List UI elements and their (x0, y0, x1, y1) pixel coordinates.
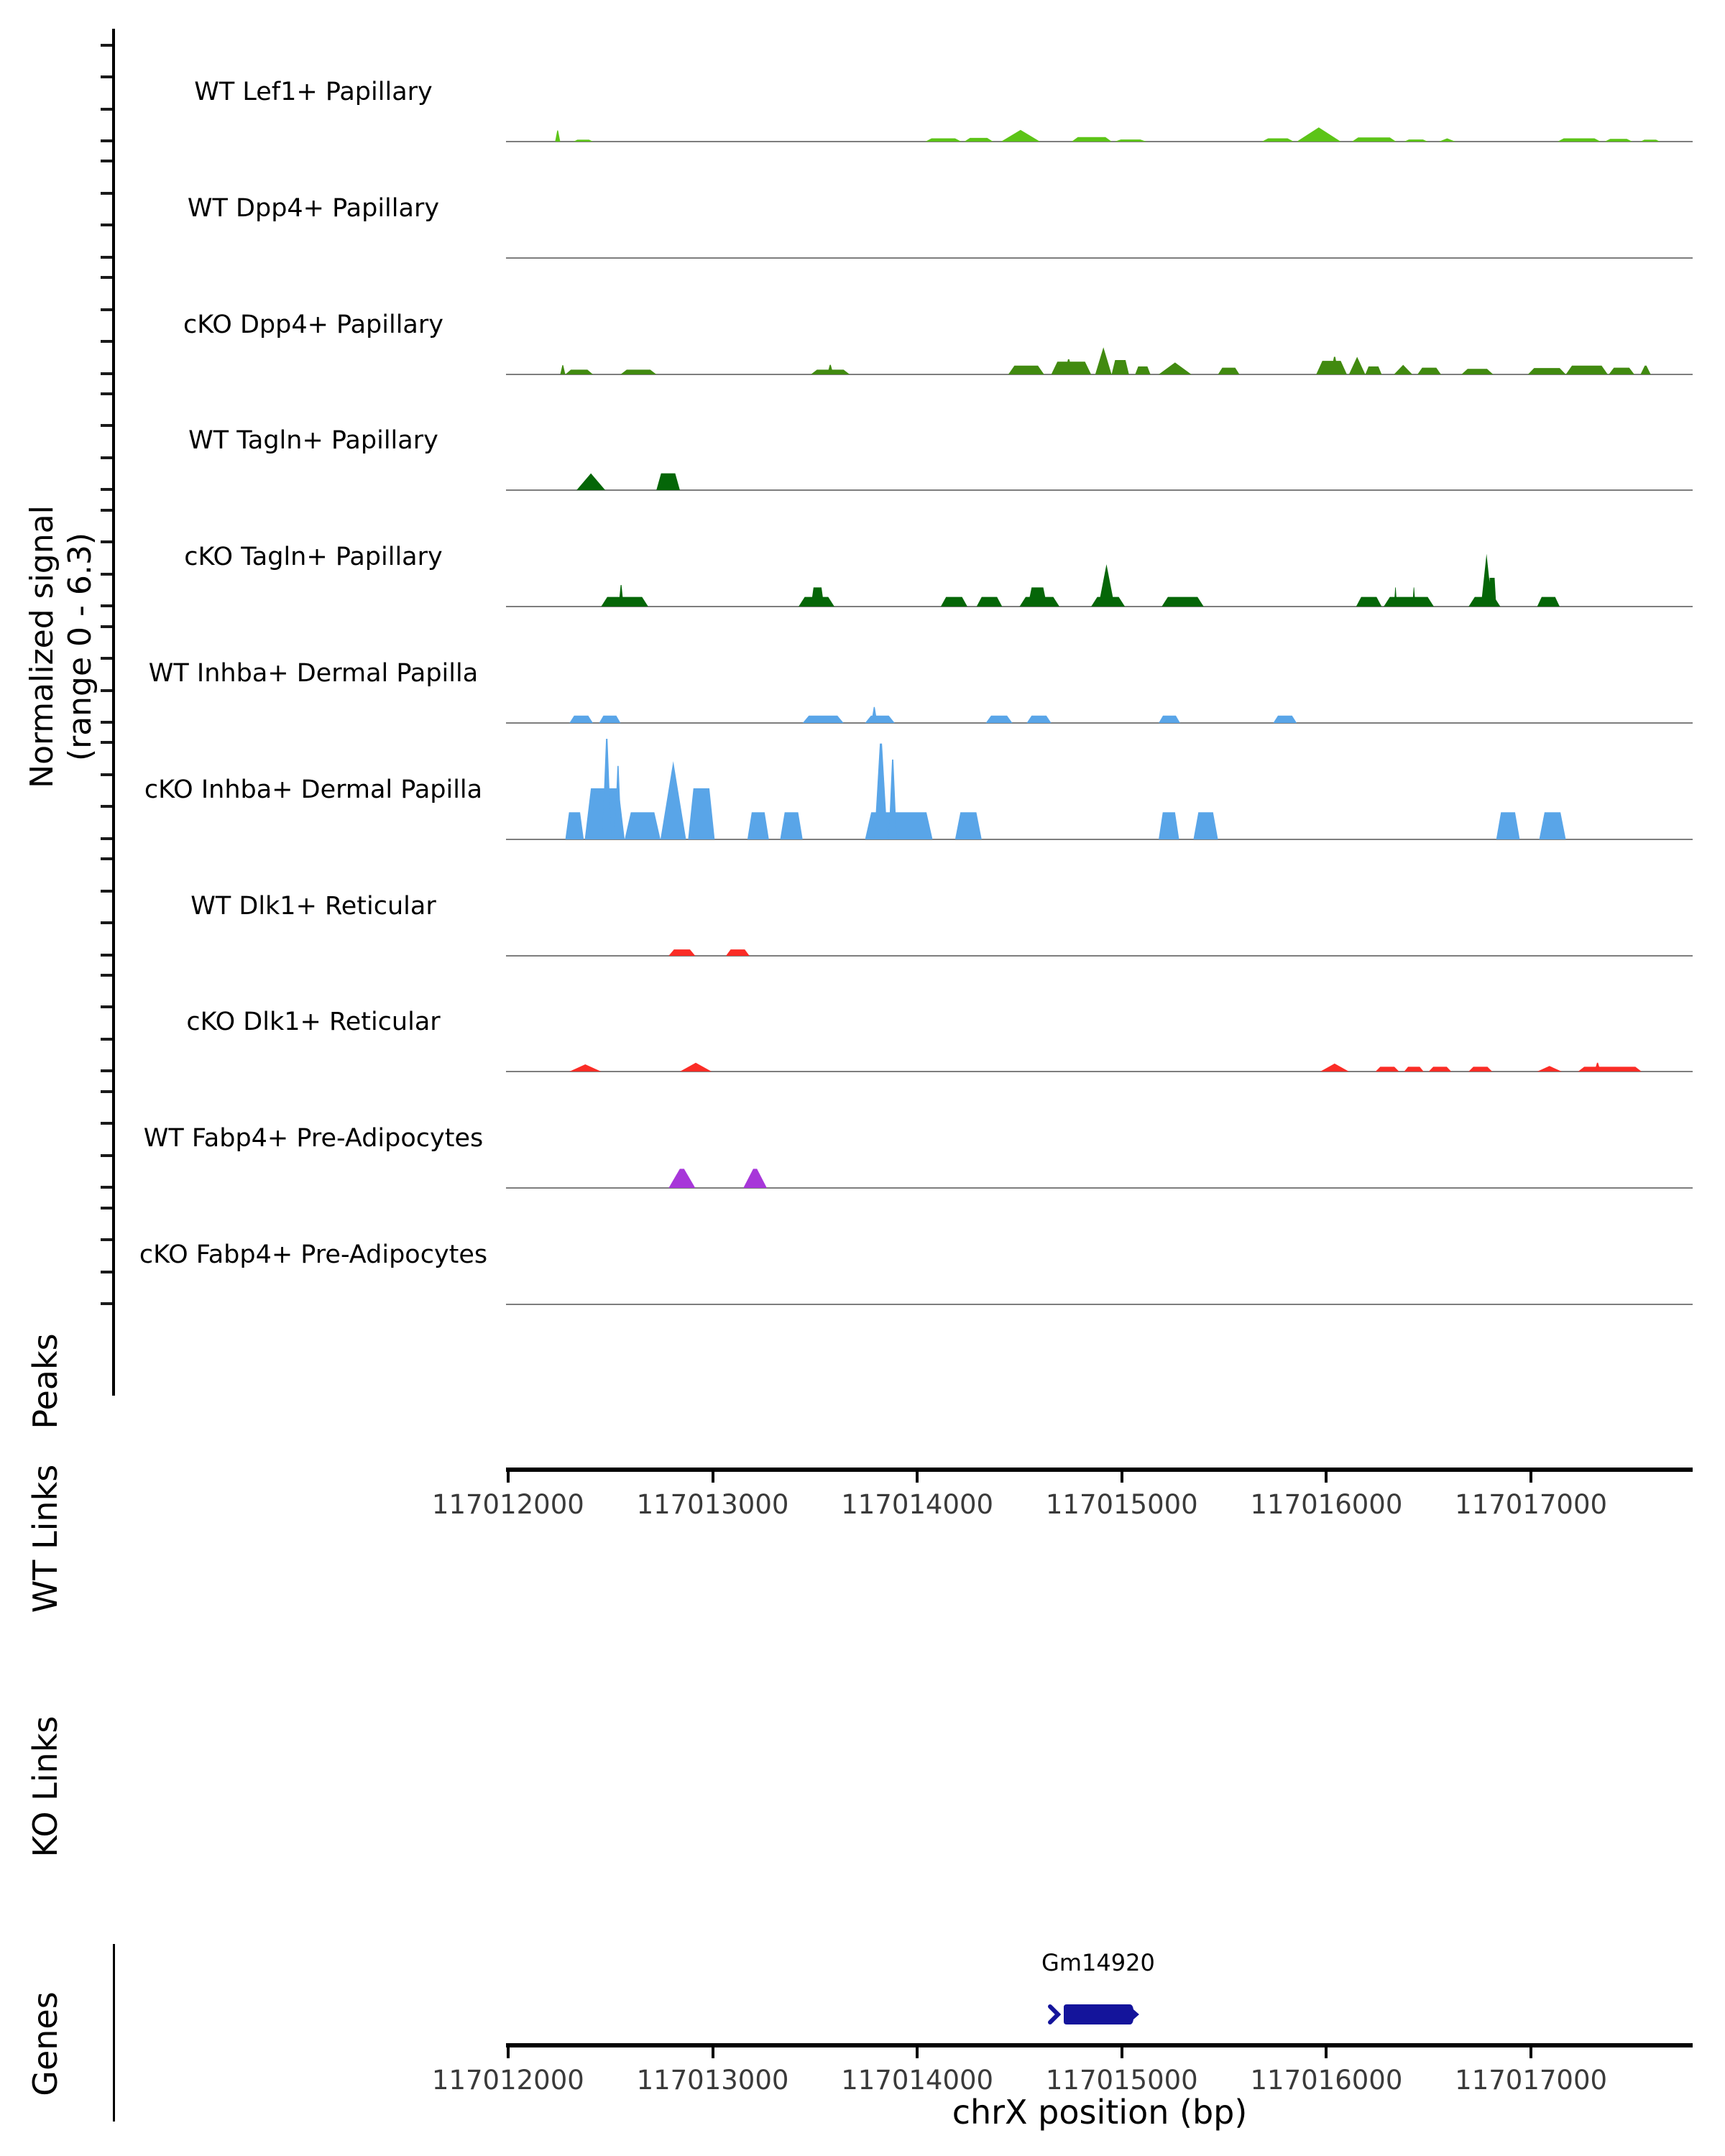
y-axis-tick (101, 1038, 112, 1041)
signal-peak (871, 707, 878, 723)
signal-peak (780, 812, 802, 839)
track-label: cKO Dlk1+ Reticular (186, 1008, 441, 1037)
gene-name-label: Gm14920 (1041, 1949, 1155, 1976)
signal-peak (1352, 137, 1396, 142)
y-axis-tick (101, 1122, 112, 1125)
signal-peak (865, 716, 895, 723)
signal-peak (1439, 139, 1455, 142)
y-axis-tick (101, 1005, 112, 1008)
x-axis-tick-label: 117014000 (841, 1489, 994, 1520)
y-axis-tick (101, 276, 112, 279)
signal-peak (986, 716, 1013, 723)
signal-peak (566, 369, 593, 374)
signal-peak (1404, 139, 1428, 142)
y-axis-tick (101, 75, 112, 78)
signal-peak (601, 597, 648, 607)
signal-peak (1001, 130, 1040, 142)
signal-peak (1159, 716, 1180, 723)
signal-peak (1159, 812, 1179, 839)
signal-peak (1412, 588, 1415, 607)
signal-peak (955, 812, 982, 839)
x-axis-line (506, 1468, 1693, 1472)
signal-peak (668, 1169, 695, 1189)
y-axis-tick (101, 974, 112, 977)
x-axis-tick (916, 2047, 919, 2058)
signal-peak (1366, 366, 1382, 374)
signal-area (506, 1204, 1693, 1304)
track-label: WT Dlk1+ Reticular (190, 891, 436, 921)
signal-peak (1640, 365, 1650, 374)
signal-peak (574, 139, 593, 142)
x-axis-tick (1530, 1472, 1532, 1483)
section-label-wt-links: WT Links (26, 1464, 65, 1613)
signal-peak (576, 474, 605, 490)
signal-peak (874, 743, 888, 839)
x-axis-tick-label: 117014000 (841, 2065, 994, 2096)
signal-area (506, 971, 1693, 1072)
x-axis-tick-label: 117012000 (431, 1489, 584, 1520)
track-label: cKO Dpp4+ Papillary (183, 310, 443, 339)
signal-peak (888, 760, 896, 839)
signal-peak (1376, 1067, 1399, 1072)
x-axis-tick (1530, 2047, 1532, 2058)
y-axis-tick (101, 1238, 112, 1241)
signal-area (506, 506, 1693, 607)
x-axis-tick-label: 117015000 (1045, 1489, 1198, 1520)
y-axis-tick (101, 224, 112, 226)
signal-peak (1540, 812, 1566, 839)
signal-peak (811, 588, 824, 607)
track-label: WT Fabp4+ Pre-Adipocytes (143, 1124, 484, 1153)
signal-peak (1566, 365, 1608, 374)
signal-peak (560, 365, 565, 374)
signal-area (506, 855, 1693, 956)
signal-peak (726, 949, 750, 956)
x-axis-tick (1325, 2047, 1328, 2058)
y-axis-tick (101, 1090, 112, 1093)
signal-peak (1384, 597, 1434, 607)
signal-peak (1095, 347, 1112, 374)
signal-peak (680, 1063, 712, 1072)
signal-peak (1112, 360, 1129, 374)
signal-peak (1496, 812, 1520, 839)
signal-peak (941, 597, 967, 607)
signal-peak (977, 597, 1003, 607)
signal-peak (926, 139, 962, 142)
x-axis-tick (1121, 2047, 1123, 2058)
signal-peak (1537, 597, 1560, 607)
signal-peak (1609, 367, 1634, 374)
signal-peak (827, 364, 834, 374)
signal-peak (1356, 597, 1382, 607)
signal-area (506, 41, 1693, 142)
gene-exon-box (1064, 2004, 1139, 2024)
x-axis-line (506, 2043, 1693, 2047)
y-axis-tick (101, 160, 112, 162)
x-axis-title: chrX position (bp) (952, 2093, 1248, 2132)
x-axis-tick (507, 1472, 510, 1483)
track-label: WT Tagln+ Papillary (188, 426, 438, 456)
x-axis-tick-label: 117013000 (636, 2065, 789, 2096)
signal-peak (661, 761, 686, 839)
x-axis-tick (712, 1472, 714, 1483)
x-axis-tick (507, 2047, 510, 2058)
x-axis-tick-label: 117017000 (1455, 1489, 1608, 1520)
signal-peak (1162, 597, 1203, 607)
gene-body (1048, 2001, 1143, 2028)
signal-peak (569, 716, 593, 723)
x-axis-tick (1121, 1472, 1123, 1483)
y-axis-tick (101, 256, 112, 259)
signal-peak (1159, 362, 1192, 374)
signal-peak (1404, 1067, 1424, 1072)
signal-peak (1320, 1064, 1349, 1072)
signal-peak (620, 369, 656, 374)
x-axis-tick (712, 2047, 714, 2058)
signal-peak (748, 812, 769, 839)
y-axis-tick (101, 308, 112, 311)
signal-peak (1349, 356, 1366, 374)
signal-peak (656, 474, 680, 490)
signal-peak (965, 138, 993, 142)
section-label-peaks: Peaks (26, 1333, 65, 1429)
y-axis-tick (101, 1271, 112, 1273)
signal-peak (1218, 367, 1240, 374)
normalized-signal-axis-line (112, 29, 115, 1396)
signal-peak (619, 585, 624, 607)
y-axis-tick (101, 108, 112, 111)
signal-area (506, 157, 1693, 258)
signal-peak (1394, 588, 1397, 607)
signal-peak (1461, 369, 1493, 374)
signal-peak (1528, 368, 1566, 374)
track-label: cKO Fabp4+ Pre-Adipocytes (139, 1240, 488, 1269)
track-label: WT Inhba+ Dermal Papilla (148, 659, 479, 688)
y-axis-tick (101, 1069, 112, 1072)
y-axis-tick (101, 1302, 112, 1305)
signal-peak (668, 949, 695, 956)
signal-area (506, 739, 1693, 839)
x-axis-tick-label: 117013000 (636, 1489, 789, 1520)
signal-peak (1297, 127, 1340, 142)
signal-peak (555, 130, 560, 142)
signal-peak (1468, 1067, 1492, 1072)
signal-peak (1417, 367, 1441, 374)
track-label: cKO Tagln+ Papillary (184, 543, 443, 572)
x-axis-tick (916, 1472, 919, 1483)
signal-peak (743, 1169, 767, 1189)
signal-area (506, 622, 1693, 723)
signal-peak (1537, 1067, 1562, 1072)
signal-peak (1640, 139, 1660, 142)
section-label-ko-links: KO Links (26, 1715, 65, 1858)
signal-peak (1273, 716, 1297, 723)
signal-peak (1026, 716, 1051, 723)
section-label-genes: Genes (26, 1991, 65, 2096)
signal-peak (1008, 365, 1044, 374)
x-axis-tick-label: 117016000 (1250, 1489, 1403, 1520)
signal-peak (1115, 139, 1146, 142)
signal-peak (625, 812, 661, 839)
signal-peak (566, 812, 584, 839)
signal-peak (803, 716, 844, 723)
signal-peak (1605, 139, 1632, 142)
axis-label-line2: (range 0 - 6.3) (61, 532, 98, 762)
y-axis-tick (101, 1207, 112, 1210)
signal-peak (1262, 139, 1294, 142)
y-axis-tick (101, 192, 112, 195)
signal-peak (1558, 139, 1601, 142)
y-axis-tick (101, 44, 112, 47)
signal-peak (688, 788, 714, 839)
signal-area (506, 274, 1693, 374)
signal-peak (1578, 1067, 1642, 1072)
signal-peak (1098, 564, 1115, 607)
genes-axis-line (113, 1944, 115, 2122)
x-axis-tick-label: 117016000 (1250, 2065, 1403, 2096)
signal-peak (1072, 137, 1112, 142)
track-label: WT Lef1+ Papillary (194, 78, 433, 106)
signal-peak (1429, 1067, 1451, 1072)
y-axis-tick (101, 1154, 112, 1157)
signal-area (506, 1087, 1693, 1188)
signal-peak (1394, 364, 1412, 374)
signal-peak (599, 716, 621, 723)
signal-area (506, 390, 1693, 490)
signal-peak (569, 1064, 601, 1072)
x-axis-tick-label: 117012000 (431, 2065, 584, 2096)
gene-strand-arrow-icon (1050, 2007, 1058, 2022)
signal-peak (1135, 366, 1150, 374)
normalized-signal-axis-label (24, 323, 103, 970)
track-label: cKO Inhba+ Dermal Papilla (144, 775, 483, 804)
axis-label-line1: Normalized signal (24, 505, 60, 788)
x-axis-tick-label: 117015000 (1045, 2065, 1198, 2096)
x-axis-tick (1325, 1472, 1328, 1483)
y-axis-tick (101, 1186, 112, 1189)
signal-peak (1193, 812, 1218, 839)
signal-peak (1028, 588, 1047, 607)
track-label: WT Dpp4+ Papillary (187, 193, 440, 223)
x-axis-tick-label: 117017000 (1455, 2065, 1608, 2096)
y-axis-tick (101, 139, 112, 142)
